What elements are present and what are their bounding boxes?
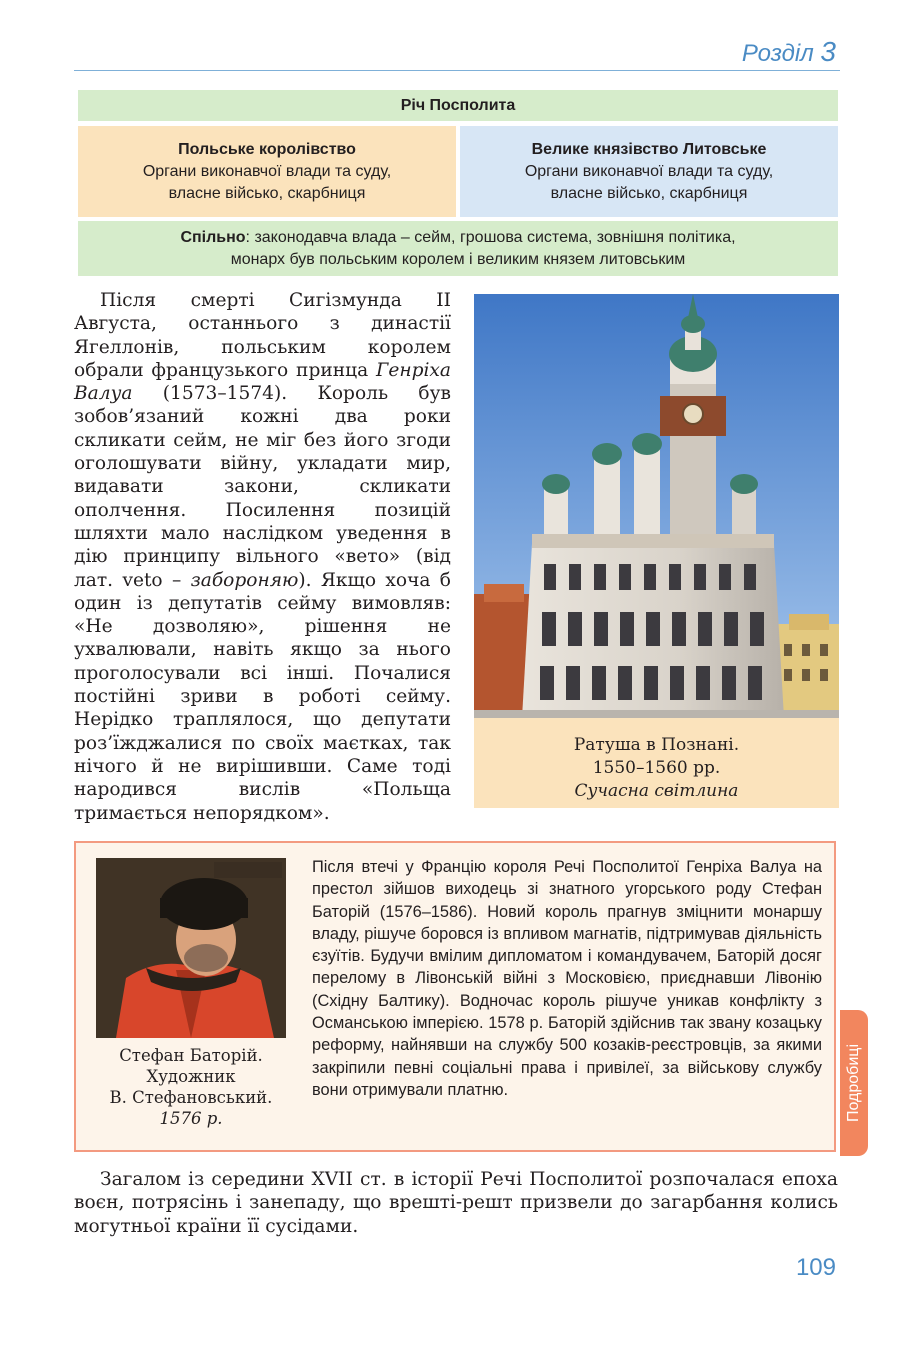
photo-caption-line-3-text: Сучасна світлина xyxy=(574,781,739,801)
portrait-caption-line-1: Стефан Баторій. xyxy=(119,1046,263,1065)
common-label: Спільно xyxy=(180,229,246,246)
details-text: Після втечі у Францію короля Речі Посполитої Генріха Валуа на престол зійшов виходець зі знатного угорського роду Стефан Баторій (1576–1586). Новий король прагнув зміцнити монаршу владу, рішуче боровся із впливом магнатів, підтримував діяльність єзуїтів. Будучи вмілим дипломатом і командувачем, Баторій досяг перелому в Лівонській війні з Московією, приєднавши Лівонію (Східну Балтику). Водночас король рішуче уникав конфлікту з Османською імперією. 1578 р. Баторій здійснив так звану козацьку реформу, найнявши на службу 500 козаків-реєстровців, за якими закріпили певні соціальні права і привілеї, за військову службу вони отримували платню. xyxy=(312,858,822,1099)
details-tab xyxy=(840,1010,868,1156)
main-text-part-3: ). Якщо хоча б один із депутатів сейму вимовляв: «Не дозволяю», рішення не ухвалювали, навіть якщо за нього проголосували всі інші. Почалися постійні зриви в роботі сейму. Нерідко траплялося, що депутати роз’їжджалися по своїх маєтках, так нічого й не вирішивши. Саме тоді народився вислів «Польща тримається непорядком». xyxy=(74,569,451,824)
main-text-part-1: Після смерті Сигізмунда ІІ Августа, останнього з династії Ягеллонів, польським королем обрали французького принца xyxy=(74,290,451,381)
details-tab-label: Подробиці xyxy=(845,1044,862,1122)
portrait-caption-line-3: В. Стефановський. xyxy=(109,1088,273,1107)
header-rule xyxy=(74,70,840,71)
conclusion-text: Загалом із середини XVII ст. в історії Речі Посполитої розпочалася епоха воєн, потрясінь і занепаду, що врешті-решт призвели до загарбання колись могутньої країни її сусідами. xyxy=(74,1169,838,1237)
photo-caption xyxy=(474,718,839,808)
scheme-title xyxy=(78,90,838,121)
scheme-common-box xyxy=(78,221,838,276)
portrait-caption xyxy=(96,1045,286,1129)
stefan-batory-portrait xyxy=(96,858,286,1038)
portrait-caption-line-4-text: 1576 р. xyxy=(159,1109,223,1128)
photo-caption-line-1: Ратуша в Познані. xyxy=(573,735,740,755)
conclusion-paragraph xyxy=(74,1168,838,1238)
scheme-lithuania-box xyxy=(460,126,838,217)
portrait-caption-line-4 xyxy=(96,1108,286,1129)
chapter-word: Розділ xyxy=(741,40,814,67)
town-hall-illustration xyxy=(474,294,839,718)
scheme-title-text: Річ Посполита xyxy=(400,97,516,114)
chapter-header xyxy=(742,36,836,68)
page-number: 109 xyxy=(795,1254,836,1281)
common-line-1 xyxy=(78,227,838,249)
main-paragraph xyxy=(74,289,451,825)
portrait-illustration xyxy=(96,858,286,1038)
lithuania-heading: Велике князівство Литовське xyxy=(531,141,767,158)
main-text-part-2: (1573–1574). Король був зобов’язаний кожні два роки скликати сейм, не міг без його згоди оголошувати війну, укладати мир, видавати закони, скликати ополчення. Посилення позицій шляхти мало наслідком уведення в дію принципу вільного «вето» (від лат. veto – xyxy=(74,383,451,591)
lithuania-line-2: власне військо, скарбниця xyxy=(550,185,748,202)
photo-caption-line-3 xyxy=(474,780,839,803)
main-text-italic-1: Генріха Валуа xyxy=(74,359,451,405)
poland-line-1: Органи виконавчої влади та суду, xyxy=(142,163,392,180)
common-line-2: монарх був польським королем і великим князем литовським xyxy=(230,251,686,268)
common-line-1-text: : законодавча влада – сейм, грошова система, зовнішня політика, xyxy=(245,229,736,246)
poland-line-2: власне військо, скарбниця xyxy=(168,185,366,202)
lithuania-line-1: Органи виконавчої влади та суду, xyxy=(524,163,774,180)
poland-heading: Польське королівство xyxy=(178,141,356,158)
chapter-number: 3 xyxy=(820,36,836,67)
photo-caption-line-2: 1550–1560 рр. xyxy=(592,758,721,778)
main-text-italic-2: забороняю xyxy=(190,569,299,591)
portrait-caption-line-2: Художник xyxy=(146,1067,236,1086)
scheme-poland-box xyxy=(78,126,456,217)
town-hall-photo xyxy=(474,294,839,718)
